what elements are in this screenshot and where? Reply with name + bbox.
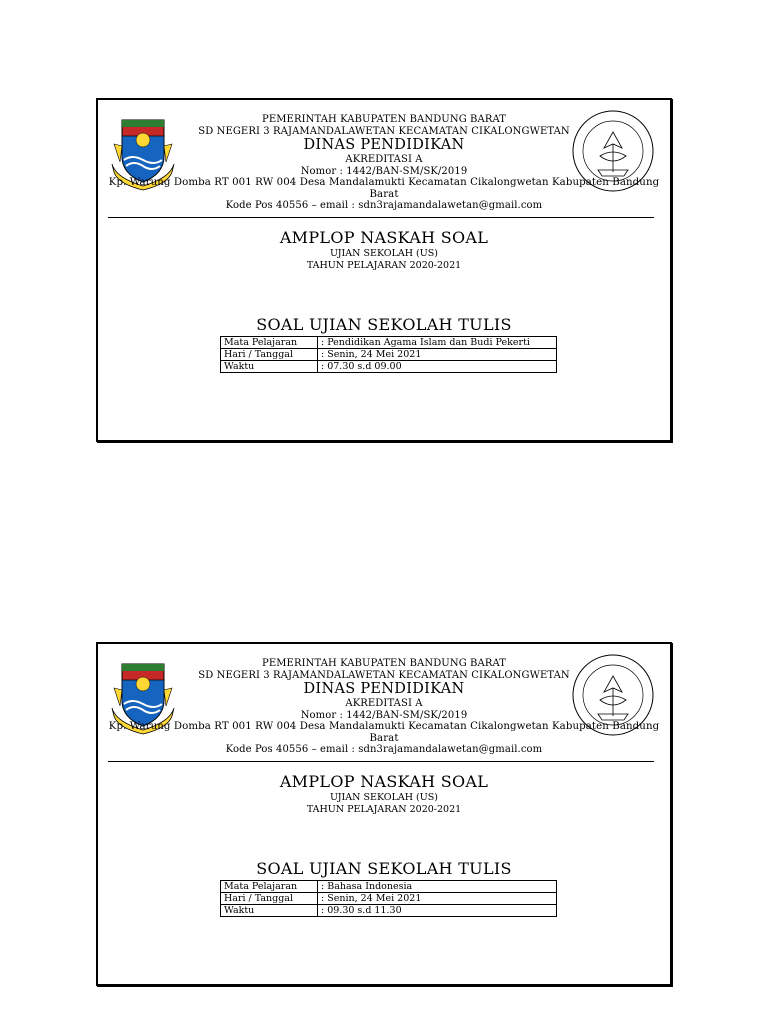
header-number: Nomor : 1442/BAN-SM/SK/2019	[300, 709, 468, 721]
header-divider	[108, 761, 654, 762]
table-row	[221, 361, 557, 373]
letterhead	[98, 114, 670, 212]
subject-label: Mata Pelajaran	[221, 337, 318, 349]
table-row	[221, 893, 557, 905]
exam-type: UJIAN SEKOLAH (US)	[330, 248, 438, 259]
academic-year: TAHUN PELAJARAN 2020-2021	[306, 260, 462, 271]
envelope-title: AMPLOP NASKAH SOAL	[279, 772, 489, 791]
exam-info-table	[220, 880, 557, 917]
academic-year: TAHUN PELAJARAN 2020-2021	[306, 804, 462, 815]
letterhead	[98, 658, 670, 756]
exam-type: UJIAN SEKOLAH (US)	[330, 792, 438, 803]
subject-value: : Bahasa Indonesia	[318, 881, 557, 893]
table-row	[221, 881, 557, 893]
date-label: Hari / Tanggal	[221, 349, 318, 361]
time-label: Waktu	[221, 361, 318, 373]
time-value: : 07.30 s.d 09.00	[318, 361, 557, 373]
header-accreditation: AKREDITASI A	[345, 154, 423, 165]
header-school: SD NEGERI 3 RAJAMANDALAWETAN KECAMATAN CIKALONGWETAN	[198, 125, 570, 137]
exam-info-table	[220, 336, 557, 373]
subject-value: : Pendidikan Agama Islam dan Budi Pekerti	[318, 337, 557, 349]
subject-label: Mata Pelajaran	[221, 881, 318, 893]
envelope-title: AMPLOP NASKAH SOAL	[279, 228, 489, 247]
header-contact: Kode Pos 40556 – email : sdn3rajamandalawetan@gmail.com	[225, 200, 543, 211]
header-address: Kp. Warung Domba RT 001 RW 004 Desa Mandalamukti Kecamatan Cikalongwetan Kabupaten Bandung Barat	[108, 721, 660, 744]
date-label: Hari / Tanggal	[221, 893, 318, 905]
date-value: : Senin, 24 Mei 2021	[318, 349, 557, 361]
header-school: SD NEGERI 3 RAJAMANDALAWETAN KECAMATAN CIKALONGWETAN	[198, 669, 570, 681]
header-government: PEMERINTAH KABUPATEN BANDUNG BARAT	[261, 114, 506, 125]
envelope-title-block	[98, 228, 670, 272]
header-contact: Kode Pos 40556 – email : sdn3rajamandalawetan@gmail.com	[225, 744, 543, 755]
time-value: : 09.30 s.d 11.30	[318, 905, 557, 917]
date-value: : Senin, 24 Mei 2021	[318, 893, 557, 905]
envelope-title-block	[98, 772, 670, 816]
time-label: Waktu	[221, 905, 318, 917]
header-divider	[108, 217, 654, 218]
envelope-card-2	[96, 642, 672, 986]
header-accreditation: AKREDITASI A	[345, 698, 423, 709]
header-government: PEMERINTAH KABUPATEN BANDUNG BARAT	[261, 658, 506, 669]
header-address: Kp. Warung Domba RT 001 RW 004 Desa Mandalamukti Kecamatan Cikalongwetan Kabupaten Bandung Barat	[108, 177, 660, 200]
header-agency: DINAS PENDIDIKAN	[303, 137, 465, 153]
table-row	[221, 905, 557, 917]
header-number: Nomor : 1442/BAN-SM/SK/2019	[300, 165, 468, 177]
table-row	[221, 349, 557, 361]
header-agency: DINAS PENDIDIKAN	[303, 681, 465, 697]
table-row	[221, 337, 557, 349]
exam-heading: SOAL UJIAN SEKOLAH TULIS	[256, 315, 512, 334]
exam-heading: SOAL UJIAN SEKOLAH TULIS	[256, 859, 512, 878]
envelope-card-1	[96, 98, 672, 442]
